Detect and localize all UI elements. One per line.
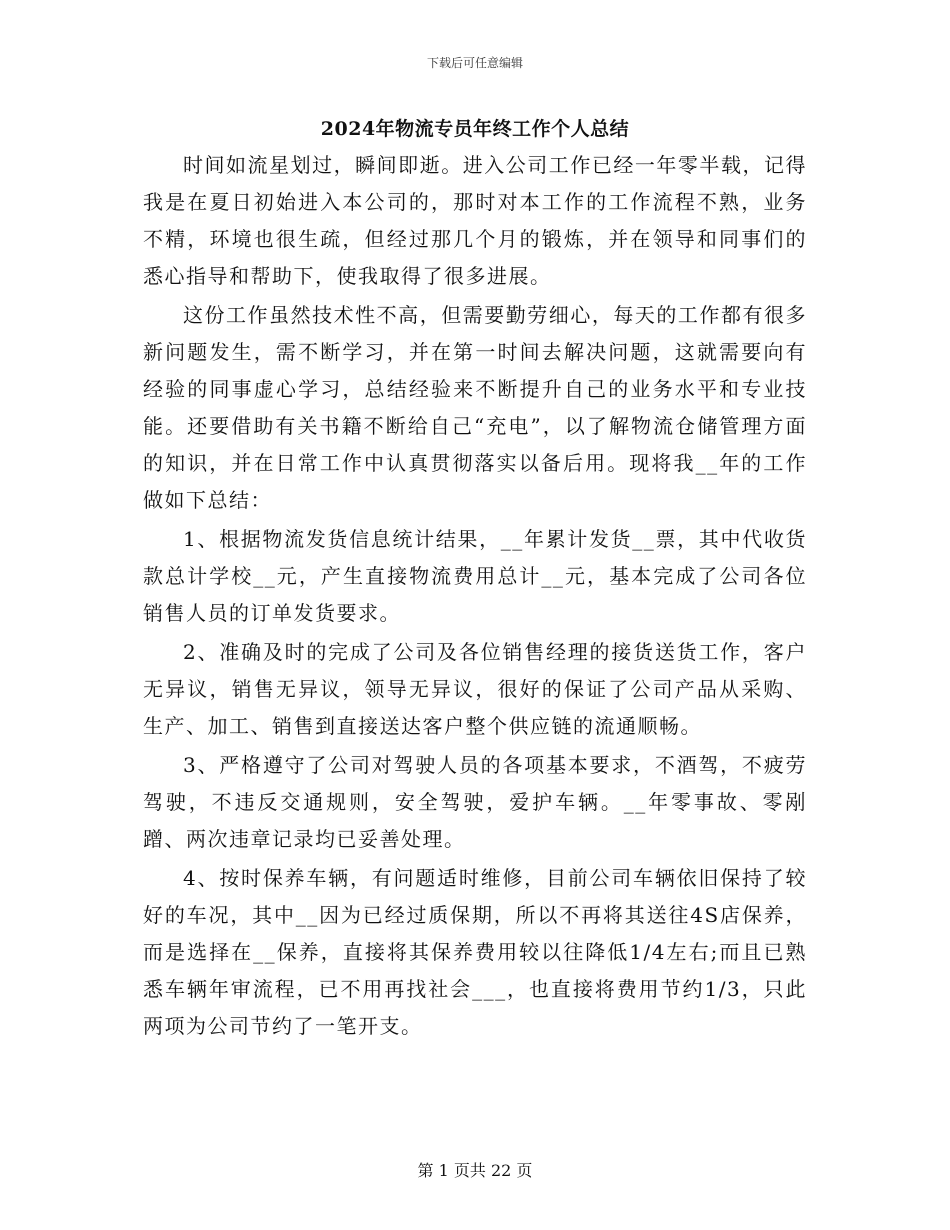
paragraph-item-2: 2、准确及时的完成了公司及各位销售经理的接货送货工作，客户无异议，销售无异议，领导无异议，很好的保证了公司产品从采购、生产、加工、销售到直接送达客户整个供应链的流通顺畅。	[143, 640, 807, 738]
paragraph-item-1: 1、根据物流发货信息统计结果，__年累计发货__票，其中代收货款总计学校__元，产生直接物流费用总计__元，基本完成了公司各位销售人员的订单发货要求。	[143, 527, 807, 625]
paragraph-work-overview: 这份工作虽然技术性不高，但需要勤劳细心，每天的工作都有很多新问题发生，需不断学习，并在第一时间去解决问题，这就需要向有经验的同事虚心学习，总结经验来不断提升自己的业务水平和专业技能。还要借助有关书籍不断给自己“充电”，以了解物流仓储管理方面的知识，并在日常工作中认真贯彻落实以备后用。现将我__年的工作做如下总结：	[143, 303, 807, 512]
document-body	[143, 147, 807, 1047]
paragraph-item-4: 4、按时保养车辆，有问题适时维修，目前公司车辆依旧保持了较好的车况，其中__因为已经过质保期，所以不再将其送往4S店保养，而是选择在__保养，直接将其保养费用较以往降低1/4左右;而且已熟悉车辆年审流程，已不用再找社会___，也直接将费用节约1/3，只此两项为公司节约了一笔开支。	[143, 866, 807, 1038]
paragraph-item-3: 3、严格遵守了公司对驾驶人员的各项基本要求，不酒驾，不疲劳驾驶，不违反交通规则，安全驾驶，爱护车辆。__年零事故、零剐蹭、两次违章记录均已妥善处理。	[143, 753, 807, 851]
paragraph-intro: 时间如流星划过，瞬间即逝。进入公司工作已经一年零半载，记得我是在夏日初始进入本公司的，那时对本工作的工作流程不熟，业务不精，环境也很生疏，但经过那几个月的锻炼，并在领导和同事们的悉心指导和帮助下，使我取得了很多进展。	[143, 153, 807, 288]
document-title: 2024年物流专员年终工作个人总结	[320, 118, 630, 140]
header-note: 下载后可任意编辑	[426, 56, 523, 70]
page-number: 第 1 页共 22 页	[417, 1161, 533, 1180]
